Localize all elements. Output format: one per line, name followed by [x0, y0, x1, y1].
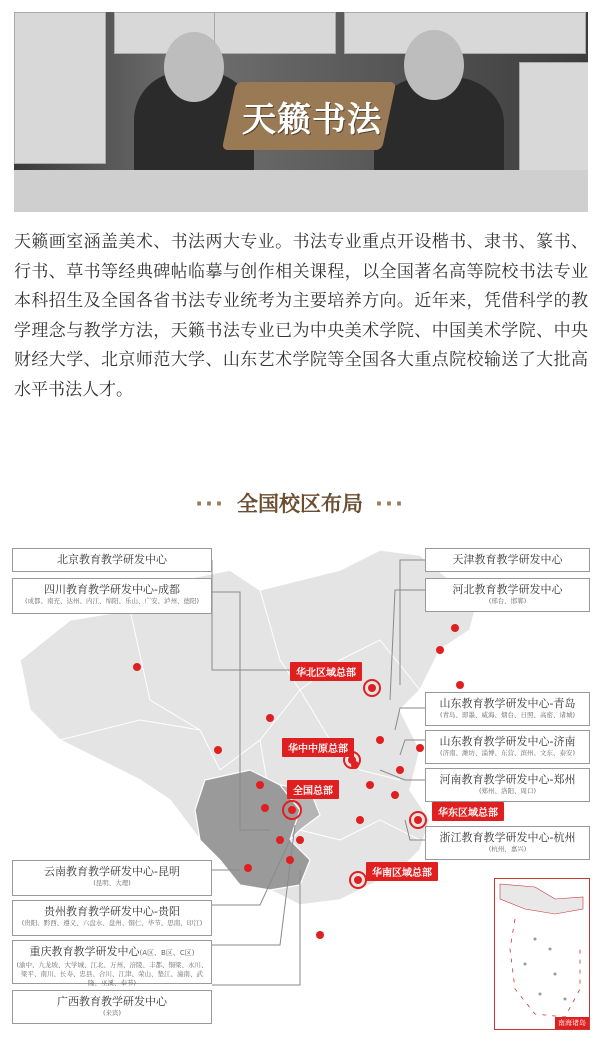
label-sichuan-center — [12, 578, 212, 614]
label-sub: (邢台、邯郸) — [488, 597, 527, 605]
label-hebei-center — [425, 578, 590, 612]
label-title: 浙江教育教学研发中心-杭州 — [439, 831, 576, 844]
location-marker-icon — [276, 836, 284, 844]
location-marker-icon — [133, 663, 141, 671]
hq-marker-icon — [414, 816, 422, 824]
inset-coast — [500, 884, 583, 914]
label-title: 河南教育教学研发中心-郑州 — [439, 773, 576, 786]
location-marker-icon — [256, 781, 264, 789]
location-marker-icon — [396, 766, 404, 774]
label-shandong-qingdao-center — [425, 692, 590, 726]
label-title: 广西教育教学研发中心 — [57, 995, 167, 1008]
label-title: 山东教育教学研发中心-济南 — [439, 735, 576, 748]
location-marker-icon — [244, 864, 252, 872]
nine-dash-line — [510, 919, 580, 1017]
hq-tag-central: 华中中原总部 — [282, 738, 354, 757]
label-title — [13, 941, 211, 961]
location-marker-icon — [456, 681, 464, 689]
label-guizhou-center — [12, 900, 212, 936]
student-left-face — [164, 32, 224, 102]
label-title: 北京教育教学研发中心 — [57, 553, 167, 566]
location-marker-icon — [214, 746, 222, 754]
location-marker-icon — [266, 714, 274, 722]
label-title: 云南教育教学研发中心-昆明 — [44, 865, 180, 878]
label-yunnan-center — [12, 860, 212, 896]
label-sub: (贵阳、黔西、遵义、六盘水、盘州、铜仁、毕节、思南、印江) — [21, 919, 203, 927]
location-marker-icon — [391, 791, 399, 799]
heading-dots-left: ··· — [195, 492, 225, 516]
section-heading — [0, 488, 600, 518]
label-sub: (渝中、九龙坡、大学城、江北、万州、涪陵、丰都、铜梁、永川、梁平、南川、长寿、忠县、合川、江津、荣山、垫江、潼南、武隆、巫溪、奉节) — [16, 961, 208, 987]
label-title: 河北教育教学研发中心 — [452, 583, 563, 596]
location-marker-icon — [261, 804, 269, 812]
intro-paragraph — [14, 228, 588, 405]
hq-tag-east: 华东区域总部 — [432, 802, 504, 821]
label-henan-center — [425, 768, 590, 802]
location-marker-icon — [296, 836, 304, 844]
desk-paper — [14, 170, 588, 212]
location-marker-icon — [451, 624, 459, 632]
calligraphy-scroll — [344, 12, 586, 54]
location-marker-icon — [356, 816, 364, 824]
location-marker-icon — [316, 931, 324, 939]
label-sub: (郑州、洛阳、周口) — [478, 787, 537, 795]
hq-marker-icon — [288, 806, 296, 814]
label-title-main: 重庆教育教学研发中心 — [29, 945, 140, 958]
location-marker-icon — [436, 646, 444, 654]
hq-tag-national: 全国总部 — [287, 780, 339, 799]
location-marker-icon — [376, 736, 384, 744]
hq-tag-south: 华南区域总部 — [366, 862, 438, 881]
calligraphy-scroll — [519, 62, 588, 174]
label-chongqing-center — [12, 940, 212, 987]
heading-dots-right: ··· — [375, 492, 405, 516]
hq-tag-north: 华北区域总部 — [290, 662, 362, 681]
inset-map-svg — [495, 879, 589, 1029]
label-zhejiang-center — [425, 826, 590, 860]
label-sub: (成都、南充、达州、内江、绵阳、乐山、广安、泸州、德阳) — [24, 597, 200, 605]
hq-marker-icon — [368, 684, 376, 692]
label-title-extra: (A区、B区、C区) — [139, 949, 195, 957]
calligraphy-scroll — [14, 12, 106, 164]
inset-islands — [524, 938, 567, 1001]
label-sub: (济南、潍坊、淄博、东营、滨州、文东、泰安) — [439, 749, 576, 757]
label-title: 山东教育教学研发中心-青岛 — [439, 697, 576, 710]
label-sub: (来宾) — [102, 1009, 122, 1017]
label-shandong-jinan-center — [425, 730, 590, 764]
hq-marker-icon — [354, 876, 362, 884]
label-tianjin-center — [425, 548, 590, 572]
calligraphy-scroll — [214, 12, 336, 54]
label-guangxi-center — [12, 990, 212, 1024]
location-marker-icon — [366, 781, 374, 789]
label-title: 贵州教育教学研发中心-贵阳 — [44, 905, 180, 918]
location-marker-icon — [416, 744, 424, 752]
label-sub: (青岛、即墨、威海、烟台、日照、高密、诸城) — [439, 711, 576, 719]
label-sub: (杭州、嘉兴) — [488, 845, 527, 853]
student-right-face — [404, 30, 464, 100]
label-title: 四川教育教学研发中心-成都 — [44, 583, 180, 596]
inset-label: 南海诸岛 — [555, 1017, 589, 1029]
hero-banner — [14, 12, 588, 212]
label-title: 天津教育教学研发中心 — [452, 553, 563, 566]
location-marker-icon — [286, 856, 294, 864]
heading-text: 全国校区布局 — [237, 492, 363, 516]
label-beijing-center — [12, 548, 212, 572]
brand-title: 天籁书法 — [242, 100, 382, 140]
hq-marker-icon — [348, 756, 356, 764]
south-china-sea-inset — [494, 878, 590, 1030]
campus-map — [0, 540, 600, 1042]
label-sub: (昆明、大理) — [93, 879, 131, 887]
intro-text: 天籁画室涵盖美术、书法两大专业。书法专业重点开设楷书、隶书、篆书、行书、草书等经典碑帖临摹与创作相关课程，以全国著名高等院校书法专业本科招生及全国各省书法专业统考为主要培养方向。近年来，凭借科学的教学理念与教学方法，天籁书法专业已为中央美术学院、中国美术学院、中央财经大学、北京师范大学、山东艺术学院等全国各大重点院校输送了大批高水平书法人才。 — [14, 232, 588, 400]
